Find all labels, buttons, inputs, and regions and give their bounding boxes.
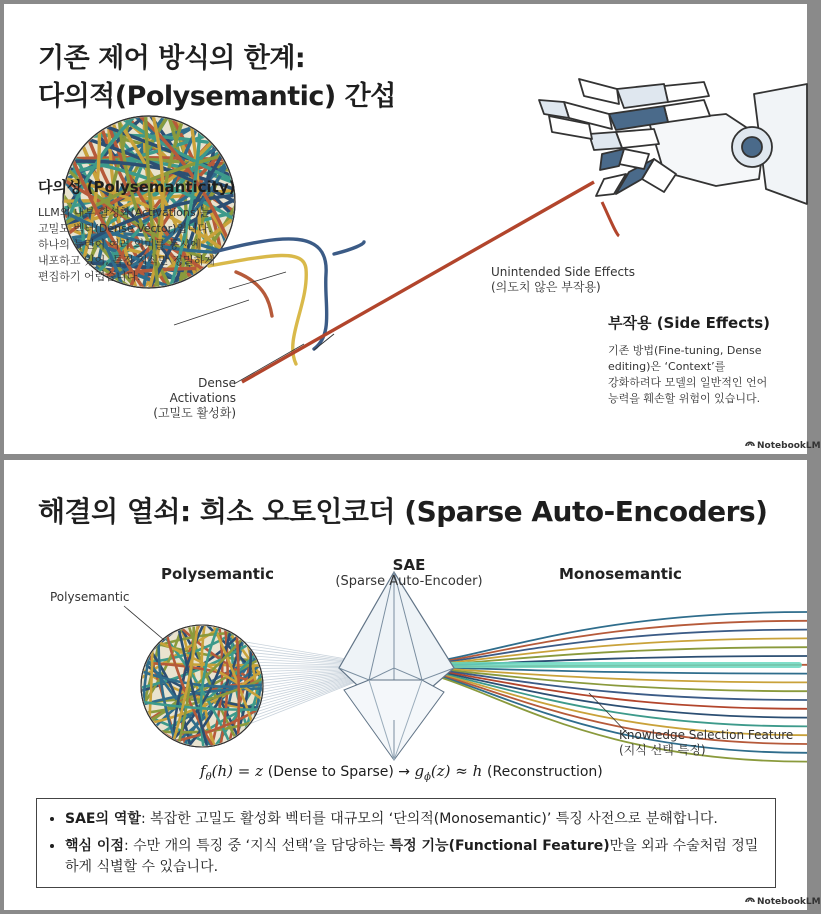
slide1-title-line2: 다의적(Polysemantic) 간섭 (38, 81, 396, 112)
poly-line: LLM의 내부 활성화(Activations)는 (38, 206, 211, 219)
bullet2-text2: 만을 외과 수술처럼 정밀하게 식별할 수 있습니다. (65, 838, 759, 875)
sae-subtitle: (Sparse Auto-Encoder) (335, 574, 483, 589)
feature-line (399, 668, 807, 709)
slide-solution (4, 460, 821, 910)
slide1-title (38, 40, 396, 116)
slide1-title-line1: 기존 제어 방식의 한계: (38, 43, 306, 74)
bullet2-text: : 수만 개의 특징 중 ‘지식 선택’을 담당하는 (123, 838, 390, 854)
side-line: 능력을 훼손할 위험이 있습니다. (608, 392, 761, 405)
side-line: 기존 방법(Fine-tuning, Dense (608, 344, 762, 357)
formula-theta: θ (205, 772, 212, 783)
sae-title: SAE (392, 556, 426, 574)
dense-line2: (고밀도 활성화) (153, 406, 236, 420)
notebooklm-logo-icon (746, 442, 754, 446)
formula-rhs: (z) ≈ h (430, 762, 483, 780)
summary-item (65, 836, 761, 878)
poly-line: 고밀도 벡터(Dense Vector)입니다. (38, 222, 212, 235)
bullet1-text: : 복잡한 고밀도 활성화 벡터를 대규모의 ‘단의적(Monosemantic)’ 특징 사전으로 분해합니다. (140, 811, 718, 827)
col-mid-heading (334, 556, 484, 589)
notebooklm-logo-icon (746, 898, 754, 902)
slide2-title: 해결의 열쇠: 희소 오토인코더 (Sparse Auto-Encoders) (38, 495, 768, 528)
formula-mid: (Dense to Sparse) → (267, 764, 415, 780)
yarn-leader (124, 606, 164, 640)
formula-end: (Reconstruction) (487, 764, 603, 780)
crystal-pyramid-icon (339, 572, 454, 760)
bullet2-bold2: 특정 기능(Functional Feature) (389, 838, 610, 854)
dense-label (132, 376, 236, 421)
dense-line1: Dense Activations (169, 376, 236, 405)
brand-label: NotebookLM (757, 897, 821, 907)
unintended-line1: Unintended Side Effects (491, 265, 636, 279)
robot-hand-icon (539, 79, 807, 204)
formula-g: g (414, 762, 425, 780)
yarn-label: Polysemantic (50, 590, 130, 604)
side-line: editing)은 ‘Context’를 (608, 360, 726, 373)
formula (200, 762, 603, 783)
col-right-heading: Monosemantic (559, 565, 682, 583)
bullet1-bold: SAE의 역할 (65, 811, 141, 827)
side-effects-heading: 부작용 (Side Effects) (608, 314, 771, 332)
feature-label (619, 728, 793, 758)
col-left-heading: Polysemantic (161, 565, 274, 583)
slide-limitations (4, 4, 821, 454)
formula-f: f (200, 762, 206, 780)
feature-line2: (지식 선택 특징) (619, 743, 706, 757)
polysemanticity-text (38, 205, 258, 285)
bullet2-bold: 핵심 이점 (65, 838, 124, 854)
side-effects-block (608, 312, 803, 407)
formula-phi: ϕ (424, 772, 431, 783)
unintended-label (491, 265, 635, 295)
poly-line: 하나의 뉴런이 여러 의미를 동시에 (38, 238, 201, 251)
summary-box (36, 798, 776, 888)
poly-line: 내포하고 있어, 특정 지식만 정밀하게 (38, 254, 215, 267)
poly-line: 편집하기 어렵습니다. (38, 270, 141, 283)
polysemanticity-block (38, 176, 258, 285)
side-effects-text (608, 343, 803, 407)
formula-lhs: (h) = z (211, 762, 263, 780)
summary-item (65, 809, 761, 830)
yarn-ball-icon (111, 596, 289, 771)
side-line: 강화하려다 모델의 일반적인 언어 (608, 376, 768, 389)
summary-list (37, 799, 775, 878)
polysemanticity-heading: 다의성 (Polysemanticity) (38, 178, 236, 196)
unintended-line2: (의도치 않은 부작용) (491, 280, 601, 294)
brand-label: NotebookLM (757, 441, 821, 451)
feature-line1: Knowledge Selection Feature (619, 728, 794, 742)
